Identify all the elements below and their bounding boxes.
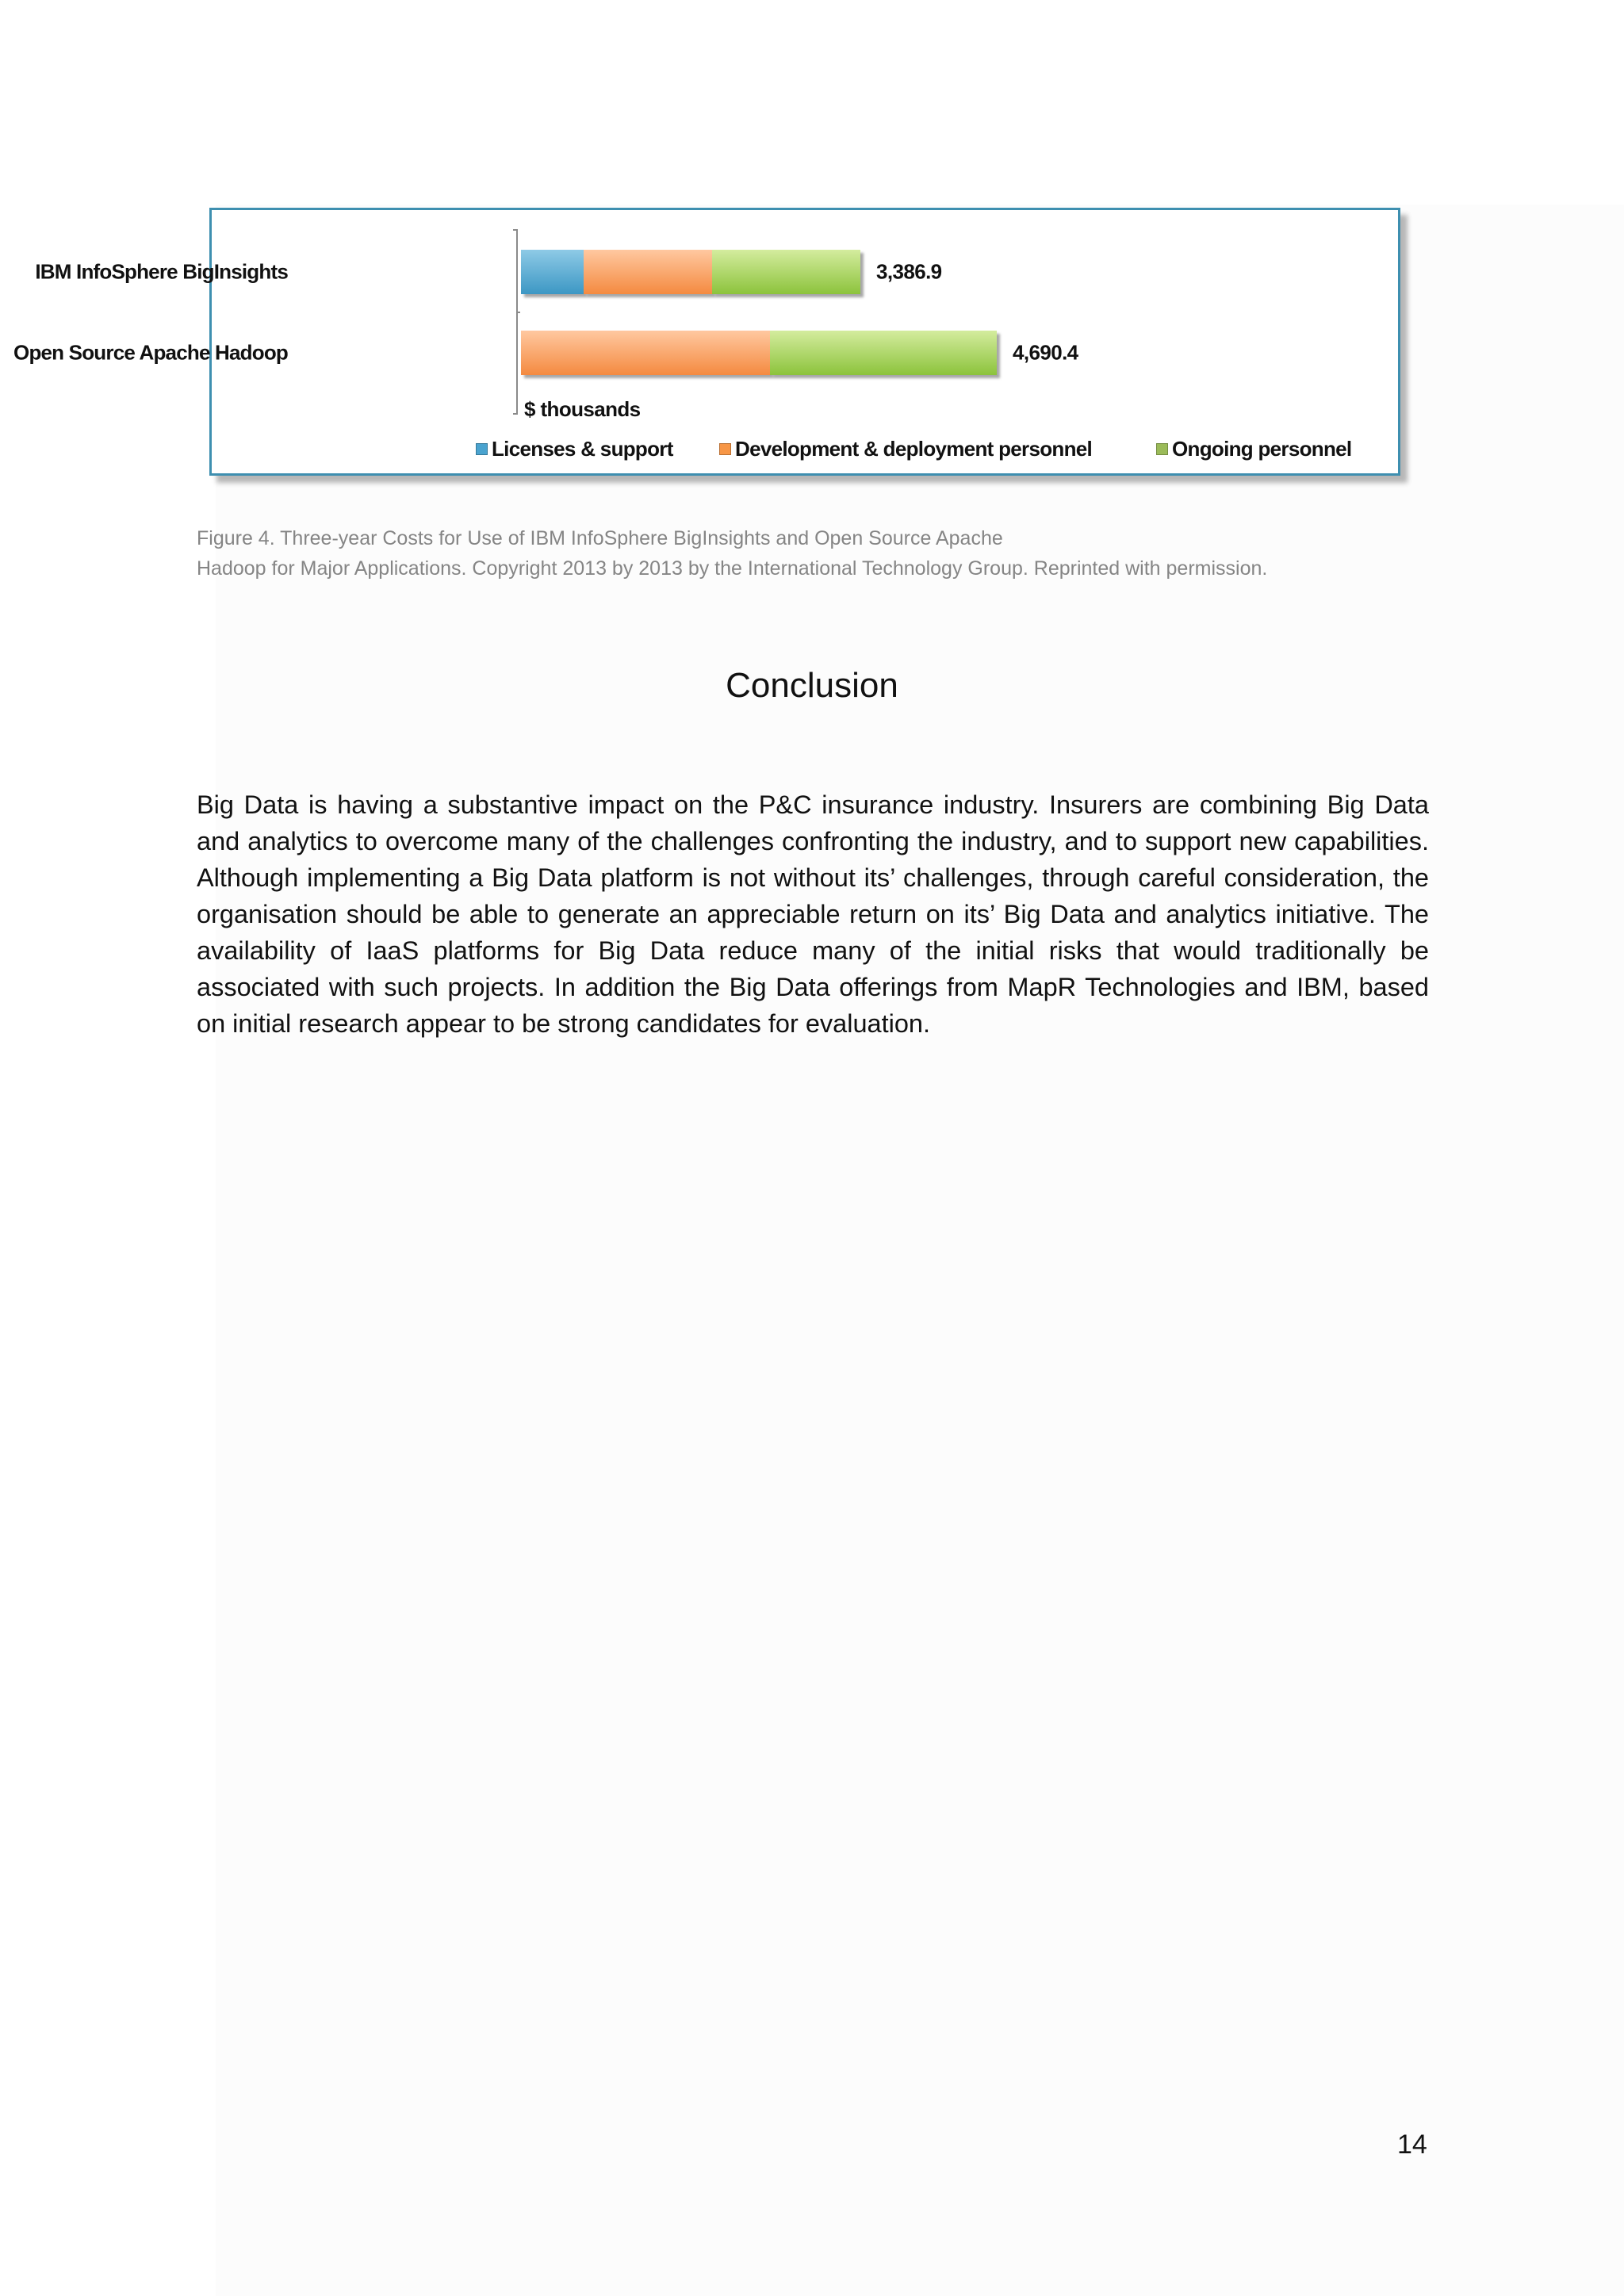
- category-label-hadoop: Open Source Apache Hadoop: [13, 340, 288, 365]
- value-unit-label: $ thousands: [524, 397, 641, 421]
- legend-label-licenses: Licenses & support: [492, 437, 673, 461]
- legend-item-ongoing: [1156, 437, 1351, 461]
- legend-item-licenses: [476, 437, 673, 461]
- figure-caption-line-1: Figure 4. Three-year Costs for Use of IBM InfoSphere BigInsights and Open Source Apache: [197, 527, 1003, 549]
- legend-swatch-ongoing: [1156, 443, 1168, 455]
- category-axis-bracket: [513, 229, 520, 415]
- bar-segment-ibm-development: [584, 250, 712, 294]
- bar-segment-hadoop-ongoing: [770, 331, 997, 375]
- page-background: [216, 205, 1624, 2296]
- bar-segment-ibm-ongoing: [712, 250, 860, 294]
- legend-swatch-licenses: [476, 443, 488, 455]
- figure-caption: [197, 523, 1434, 584]
- bar-segment-hadoop-development: [521, 331, 770, 375]
- bar-total-label-hadoop: 4,690.4: [1013, 340, 1078, 365]
- legend-label-ongoing: Ongoing personnel: [1172, 437, 1352, 461]
- figure-caption-line-2: Hadoop for Major Applications. Copyright 2013 by 2013 by the International Technology Group. Reprinted with permission.: [197, 557, 1268, 580]
- legend-label-development: Development & deployment personnel: [735, 437, 1093, 461]
- bar-total-label-ibm: 3,386.9: [876, 259, 942, 284]
- chart-legend: [212, 437, 1398, 464]
- category-label-ibm: IBM InfoSphere BigInsights: [35, 259, 288, 284]
- legend-item-development: [719, 437, 1092, 461]
- cost-comparison-chart: [13, 208, 1400, 476]
- bar-segment-ibm-licenses: [521, 250, 584, 294]
- legend-swatch-development: [719, 443, 731, 455]
- page-number: 14: [1397, 2130, 1427, 2160]
- conclusion-paragraph: Big Data is having a substantive impact on the P&C insurance industry. Insurers are combining Big Data and analytics to overcome many of the challenges confronting the industry, and to support new capabilities. Although implementing a Big Data platform is not without its’ challenges, through careful consideration, the organisation should be able to generate an appreciable return on its’ Big Data and analytics initiative. The availability of IaaS platforms for Big Data reduce many of the initial risks that would traditionally be associated with such projects. In addition the Big Data offerings from MapR Technologies and IBM, based on initial research appear to be strong candidates for evaluation.: [197, 790, 1429, 1038]
- section-title: Conclusion: [726, 666, 898, 705]
